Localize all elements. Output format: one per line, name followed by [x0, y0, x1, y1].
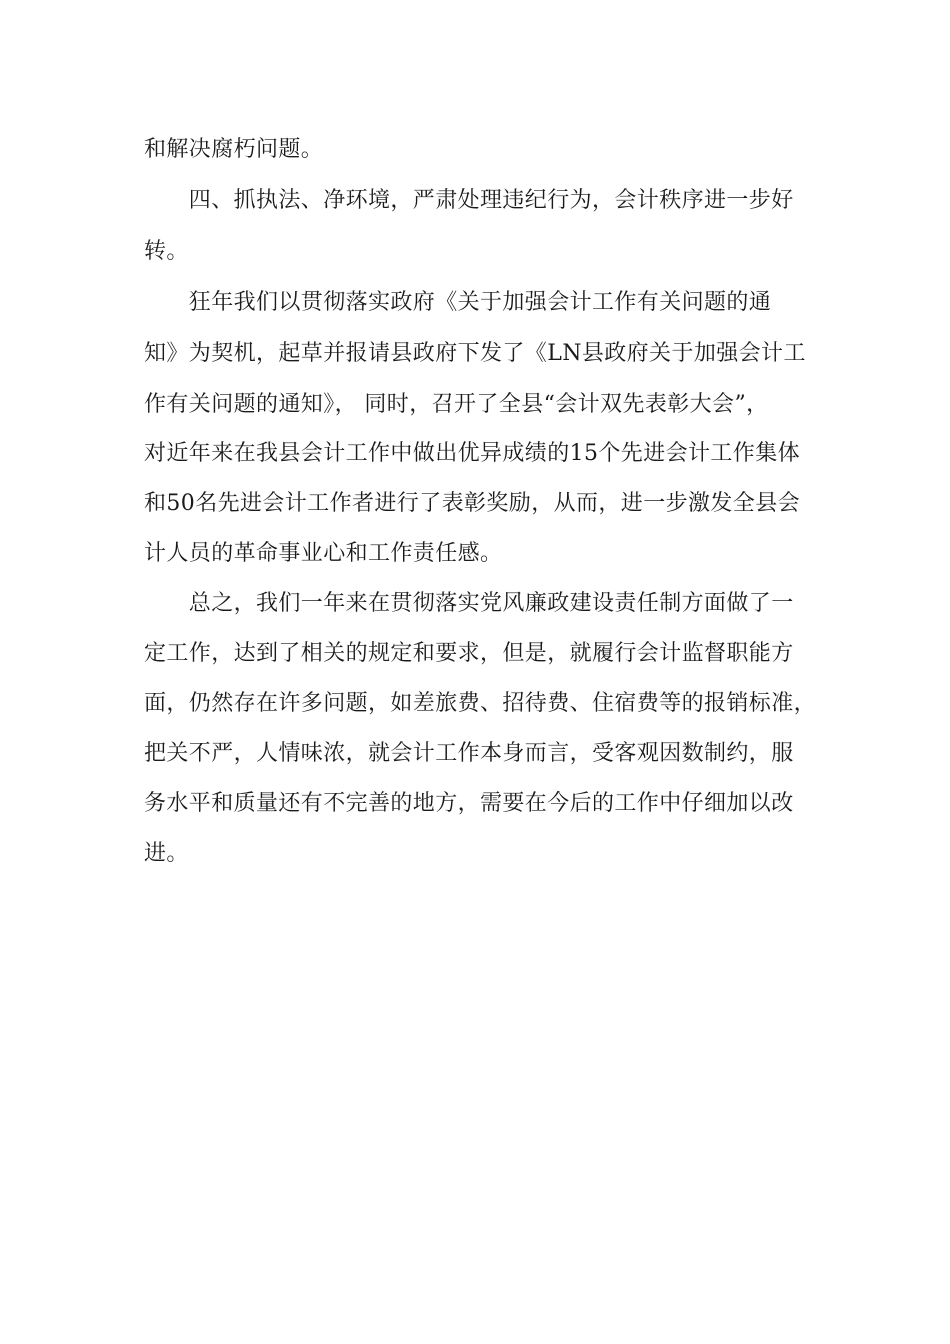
text-line-1: 和解决腐朽问题。	[144, 137, 324, 162]
text-line-13: 把关不严，人情味浓，就会计工作本身而言，受客观因数制约，服	[144, 741, 794, 766]
text-line-4: 狂年我们以贯彻落实政府《关于加强会计工作有关问题的通	[144, 290, 772, 315]
text-line-15: 进。	[144, 841, 189, 866]
text-line-5: 知》为契机，起草并报请县政府下发了《LN县政府关于加强会计工	[144, 341, 806, 366]
text-line-8: 和50名先进会计工作者进行了表彰奖励，从而，进一步激发全县会	[144, 491, 800, 516]
text-line-7: 对近年来在我县会计工作中做出优异成绩的15个先进会计工作集体	[144, 441, 800, 466]
text-line-3: 转。	[144, 239, 189, 264]
text-line-2: 四、抓执法、净环境，严肃处理违纪行为，会计秩序进一步好	[144, 188, 794, 213]
text-line-10: 总之，我们一年来在贯彻落实党风廉政建设责任制方面做了一	[144, 591, 794, 616]
text-line-6: 作有关问题的通知》， 同时，召开了全县“会计双先表彰大会”，	[144, 392, 769, 417]
text-line-12: 面，仍然存在许多问题，如差旅费、招待费、住宿费等的报销标准，	[144, 691, 817, 716]
text-line-9: 计人员的革命事业心和工作责任感。	[144, 541, 503, 566]
text-line-11: 定工作，达到了相关的规定和要求，但是，就履行会计监督职能方	[144, 641, 794, 666]
text-line-14: 务水平和质量还有不完善的地方，需要在今后的工作中仔细加以改	[144, 791, 794, 816]
